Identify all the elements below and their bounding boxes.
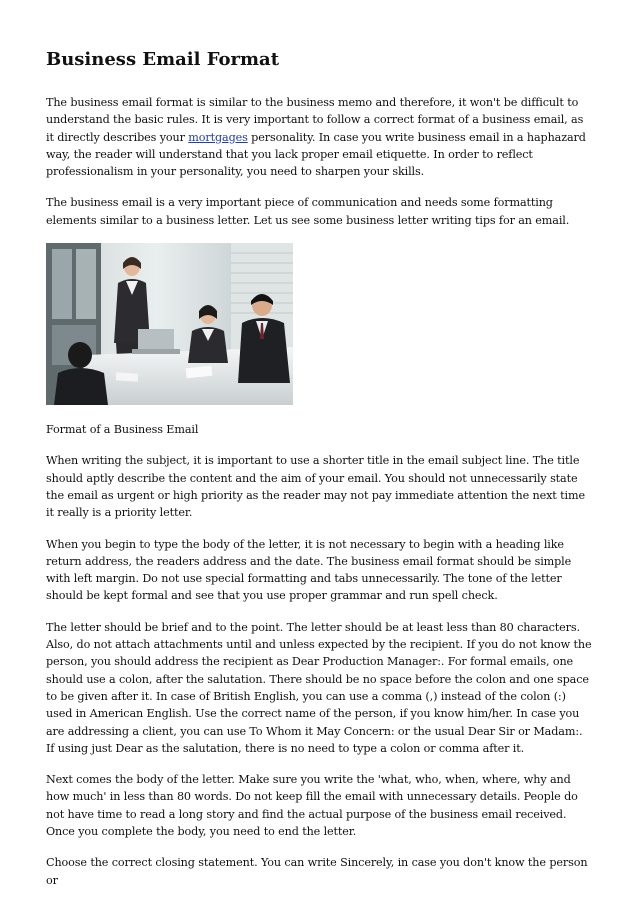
paragraph-intro-text-after: personality. In case you write business email in a haphazard way, the reader will understand that you lack proper email etiquette. In order to reflect professionalism in your personality, you need to sharpen your skills. [46, 130, 586, 179]
paragraph-subject-line: When writing the subject, it is important to use a shorter title in the email subject line. The title should aptly describe the content and the aim of your email. You should not unnecessarily state the email as urgent or high priority as the reader may not pay immediate attention the next time it really is a priority letter. [46, 454, 585, 520]
paragraph-closing: Choose the correct closing statement. You can write Sincerely, in case you don't know the person or [46, 856, 588, 887]
section-caption: Format of a Business Email [46, 423, 199, 437]
mortgages-link[interactable]: mortgages [188, 130, 248, 144]
business-meeting-photo [46, 243, 293, 405]
paragraph-salutation: The letter should be brief and to the point. The letter should be at least less than 80 characters. Also, do not attach attachments until and unless expected by the recipient. If you do not know the person, you should address the recipient as Dear Production Manager:. For formal emails, one should use a colon, after the salutation. There should be no space before the colon and one space to be given after it. In case of British English, you can use a comma (,) instead of the colon (:) used in American English. Use the correct name of the person, if you know him/her. In case you are addressing a client, you can use To Whom it May Concern: or the usual Dear Sir or Madam:. If using just Dear as the salutation, there is no need to type a colon or comma after it. [46, 620, 592, 755]
paragraph-intro [46, 94, 594, 180]
document-page [46, 48, 594, 903]
paragraph-body-content: Next comes the body of the letter. Make sure you write the 'what, who, when, where, why and how much' in less than 80 words. Do not keep fill the email with unnecessary details. People do not have time to read a long story and find the actual purpose of the business email received. Once you complete the body, you need to end the letter. [46, 773, 578, 839]
paragraph-body-format: When you begin to type the body of the letter, it is not necessary to begin with a heading like return address, the readers address and the date. The business email format should be simple with left margin. Do not use special formatting and tabs unnecessarily. The tone of the letter should be kept formal and see that you use proper grammar and run spell check. [46, 537, 572, 603]
paragraph-tips-intro: The business email is a very important piece of communication and needs some formatting elements similar to a business letter. Let us see some business letter writing tips for an email. [46, 196, 570, 227]
page-title: Business Email Format [46, 49, 280, 70]
paragraph-intro-text-before: The business email format is similar to the business memo and therefore, it won't be difficult to understand the basic rules. It is very important to follow a correct format of a business email, as it directly describes your [46, 96, 584, 144]
